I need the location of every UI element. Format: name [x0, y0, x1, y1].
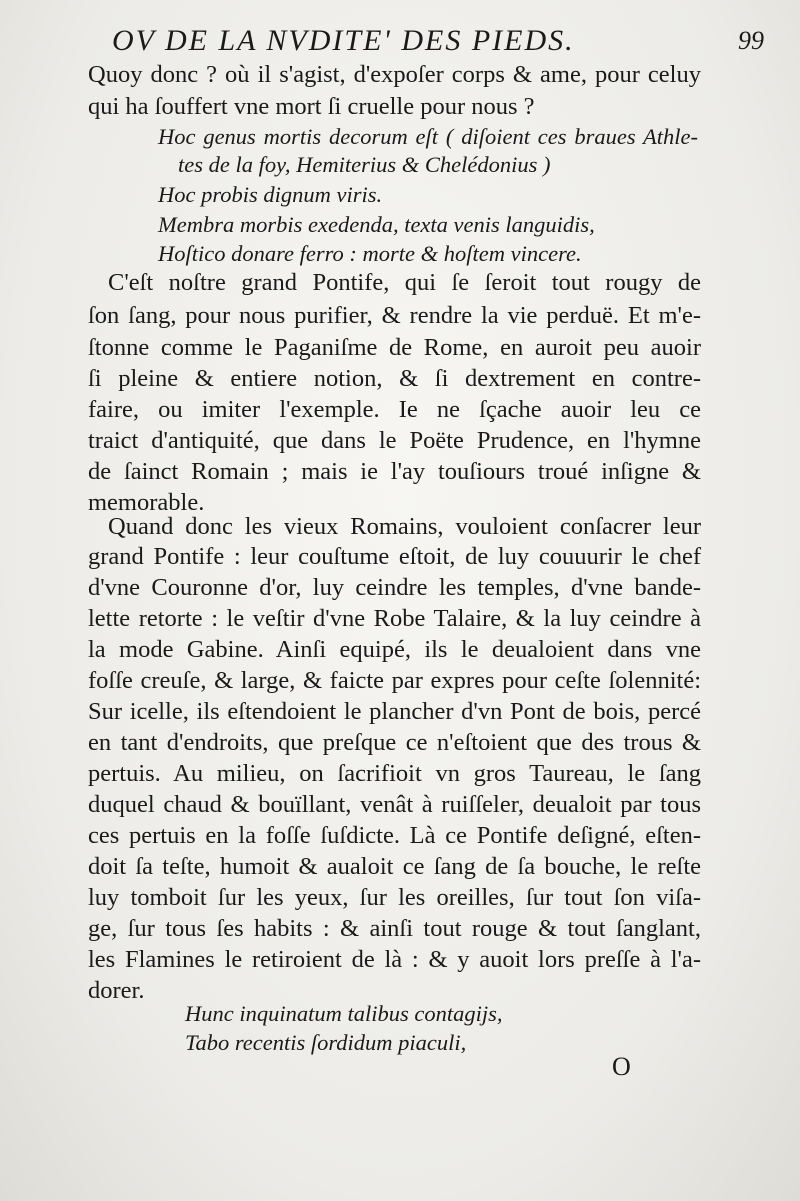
- text-line: ces pertuis en la foſſe ſuſdicte. Là ce Pontife deſigné, eſten-: [88, 822, 701, 849]
- text-line: luy tomboit ſur les yeux, ſur les oreilles, ſur tout ſon viſa-: [88, 884, 701, 911]
- text-line: les Flamines le retiroient de là : & y auoit lors preſſe à l'a-: [88, 946, 701, 973]
- text-line: ſi pleine & entiere notion, & ſi dextrement en contre-: [88, 365, 701, 392]
- text-line: la mode Gabine. Ainſi equipé, ils le deualoient dans vne: [88, 636, 701, 663]
- latin-quote-line: Hoc probis dignum viris.: [158, 182, 383, 207]
- text-line: lette retorte : le veſtir d'vne Robe Talaire, & la luy ceindre à: [88, 605, 701, 632]
- text-line: Quoy donc ? où il s'agist, d'expoſer corps & ame, pour celuy: [88, 61, 701, 88]
- text-line: ſon ſang, pour nous purifier, & rendre la vie perduë. Et m'e-: [88, 302, 701, 329]
- text-line: en tant d'endroits, que preſque ce n'eſtoient que des trous &: [88, 729, 701, 756]
- text-line: doit ſa teſte, humoit & aualoit ce ſang de ſa bouche, le reſte: [88, 853, 701, 880]
- text-line: traict d'antiquité, que dans le Poëte Prudence, en l'hymne: [88, 427, 701, 454]
- latin-quote-line: Membra morbis exedenda, texta venis languidis,: [158, 212, 595, 237]
- text-line: Quand donc les vieux Romains, vouloient conſacrer leur: [108, 513, 701, 540]
- text-line: foſſe creuſe, & large, & faicte par expres pour ceſte ſolennité:: [88, 667, 701, 694]
- text-line: grand Pontife : leur couſtume eſtoit, de luy couuurir le chef: [88, 543, 701, 570]
- latin-quote-line: Hoc genus mortis decorum eſt ( diſoient ces braues Athle-: [158, 124, 698, 149]
- text-line: duquel chaud & bouïllant, venât à ruiſſeler, deualoit par tous: [88, 791, 701, 818]
- text-line: memorable.: [88, 489, 205, 516]
- text-line: C'eſt noſtre grand Pontife, qui ſe ſeroit tout rougy de: [108, 269, 701, 296]
- latin-quote-line: tes de la foy, Hemiterius & Chelédonius ): [178, 152, 551, 177]
- text-line: faire, ou imiter l'exemple. Ie ne ſçache auoir leu ce: [88, 396, 701, 423]
- text-line: qui ha ſouffert vne mort ſi cruelle pour nous ?: [88, 93, 535, 120]
- catchword: O: [612, 1052, 631, 1081]
- text-line: Sur icelle, ils eſtendoient le plancher d'vn Pont de bois, percé: [88, 698, 701, 725]
- latin-verse-line: Hunc inquinatum talibus contagijs,: [185, 1001, 503, 1026]
- text-line: dorer.: [88, 977, 145, 1004]
- text-line: ſtonne comme le Paganiſme de Rome, en auroit peu auoir: [88, 334, 701, 361]
- running-title: OV DE LA NVDITE' DES PIEDS.: [112, 24, 575, 57]
- text-line: ge, ſur tous ſes habits : & ainſi tout rouge & tout ſanglant,: [88, 915, 701, 942]
- text-line: de ſainct Romain ; mais ie l'ay touſiours troué inſigne &: [88, 458, 701, 485]
- text-line: pertuis. Au milieu, on ſacrifioit vn gros Taureau, le ſang: [88, 760, 701, 787]
- text-line: d'vne Couronne d'or, luy ceindre les temples, d'vne bande-: [88, 574, 701, 601]
- latin-quote-line: Hoſtico donare ferro : morte & hoſtem vincere.: [158, 241, 582, 266]
- latin-verse-line: Tabo recentis ſordidum piaculi,: [185, 1030, 467, 1055]
- page-number: 99: [738, 26, 764, 55]
